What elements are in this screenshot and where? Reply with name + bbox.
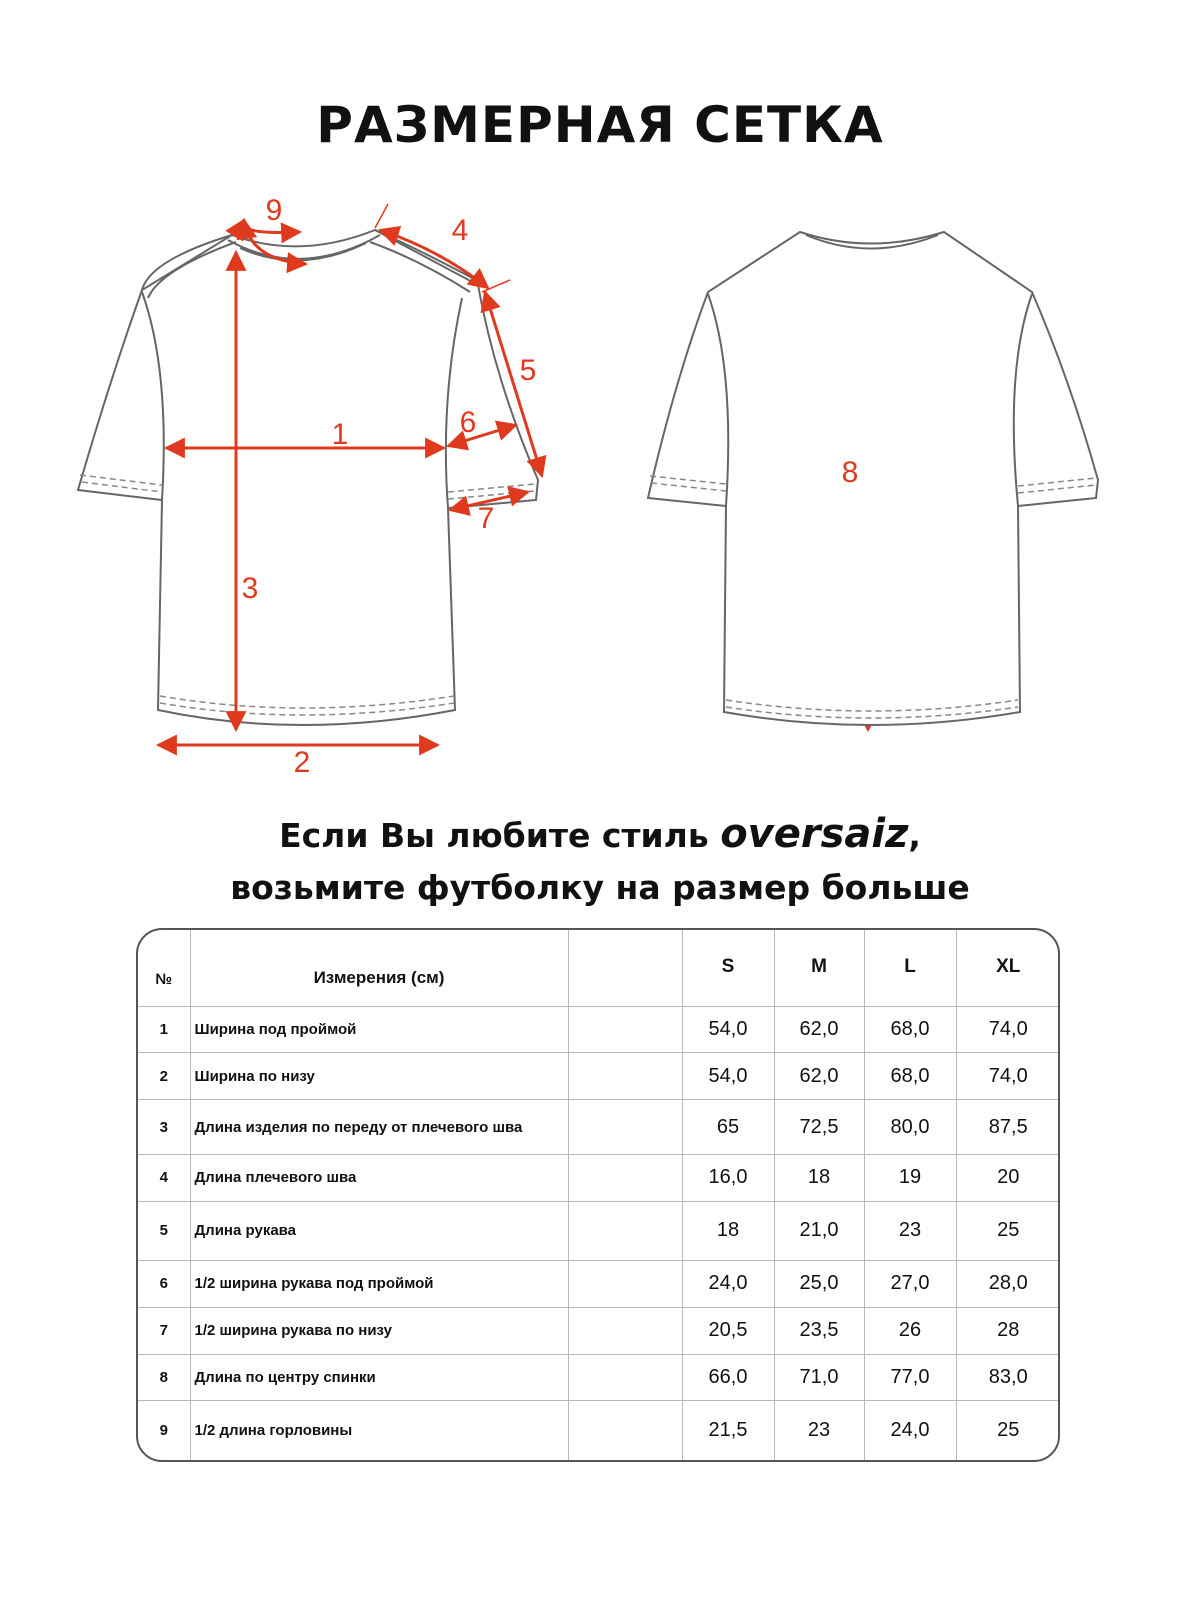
header-size-l: L [864,930,956,1006]
value-size-m: 72,5 [774,1100,864,1155]
value-size-xl: 25 [956,1201,1060,1260]
table-row [138,1201,1060,1260]
oversize-note-line2: возьмите футболку на размер больше [230,868,970,907]
row-number: 9 [138,1401,190,1460]
row-number: 4 [138,1155,190,1202]
row-measurement-name: 1/2 ширина рукава под проймой [190,1260,568,1307]
value-size-l: 19 [864,1155,956,1202]
label-8: 8 [841,456,859,489]
row-measurement-name: Ширина под проймой [190,1006,568,1053]
value-size-m: 18 [774,1155,864,1202]
row-measurement-name: Длина по центру спинки [190,1354,568,1401]
row-measurement-name: Длина изделия по переду от плечевого шва [190,1100,568,1155]
value-size-s: 65 [682,1100,774,1155]
page-title: РАЗМЕРНАЯ СЕТКА [316,96,884,154]
value-size-l: 77,0 [864,1354,956,1401]
table-row [138,1155,1060,1202]
table-row [138,1053,1060,1100]
value-size-s: 54,0 [682,1006,774,1053]
value-size-xl: 74,0 [956,1053,1060,1100]
table-row [138,1307,1060,1354]
value-size-xl: 28,0 [956,1260,1060,1307]
oversize-note-line1 [0,808,1200,862]
tshirt-diagram [0,180,1200,800]
value-size-l: 26 [864,1307,956,1354]
value-size-l: 27,0 [864,1260,956,1307]
table-row [138,1354,1060,1401]
value-size-m: 62,0 [774,1053,864,1100]
table-header-row [138,930,1060,1006]
row-gap [568,1354,682,1401]
value-size-m: 71,0 [774,1354,864,1401]
value-size-m: 25,0 [774,1260,864,1307]
label-3: 3 [241,572,259,605]
value-size-s: 16,0 [682,1155,774,1202]
header-gap [568,930,682,1006]
row-gap [568,1260,682,1307]
row-measurement-name: 1/2 длина горловины [190,1401,568,1460]
value-size-xl: 28 [956,1307,1060,1354]
value-size-m: 21,0 [774,1201,864,1260]
value-size-s: 66,0 [682,1354,774,1401]
table-row [138,1100,1060,1155]
row-gap [568,1201,682,1260]
label-6: 6 [459,406,477,439]
label-9: 9 [265,194,283,227]
label-2: 2 [293,746,311,779]
label-1: 1 [331,418,349,451]
table-row [138,1260,1060,1307]
value-size-s: 54,0 [682,1053,774,1100]
value-size-xl: 20 [956,1155,1060,1202]
row-number: 5 [138,1201,190,1260]
value-size-s: 24,0 [682,1260,774,1307]
value-size-m: 23,5 [774,1307,864,1354]
value-size-l: 24,0 [864,1401,956,1460]
value-size-xl: 83,0 [956,1354,1060,1401]
header-size-s: S [682,930,774,1006]
label-4: 4 [451,214,469,247]
row-gap [568,1401,682,1460]
header-size-xl: XL [956,930,1060,1006]
value-size-l: 68,0 [864,1006,956,1053]
row-number: 8 [138,1354,190,1401]
value-size-xl: 25 [956,1401,1060,1460]
value-size-xl: 74,0 [956,1006,1060,1053]
front-tshirt-outline [78,230,538,725]
header-size-m: M [774,930,864,1006]
row-number: 2 [138,1053,190,1100]
back-tshirt-outline [648,232,1098,725]
value-size-s: 21,5 [682,1401,774,1460]
table-row [138,1401,1060,1460]
label-5: 5 [519,354,537,387]
row-number: 1 [138,1006,190,1053]
table-row [138,1006,1060,1053]
row-measurement-name: Длина плечевого шва [190,1155,568,1202]
oversize-note [0,808,1200,914]
label-7: 7 [477,502,495,535]
size-table [136,928,1060,1462]
value-size-m: 62,0 [774,1006,864,1053]
row-measurement-name: Длина рукава [190,1201,568,1260]
note-accent: oversaiz [720,811,909,857]
value-size-l: 68,0 [864,1053,956,1100]
row-gap [568,1100,682,1155]
row-gap [568,1307,682,1354]
row-measurement-name: 1/2 ширина рукава по низу [190,1307,568,1354]
value-size-xl: 87,5 [956,1100,1060,1155]
note-suffix: , [908,816,921,855]
row-gap [568,1053,682,1100]
value-size-l: 80,0 [864,1100,956,1155]
row-gap [568,1006,682,1053]
value-size-m: 23 [774,1401,864,1460]
header-num: № [138,930,190,1006]
row-number: 7 [138,1307,190,1354]
row-measurement-name: Ширина по низу [190,1053,568,1100]
value-size-s: 20,5 [682,1307,774,1354]
row-number: 6 [138,1260,190,1307]
note-prefix: Если Вы любите стиль [279,816,721,855]
value-size-s: 18 [682,1201,774,1260]
row-number: 3 [138,1100,190,1155]
header-measurement: Измерения (см) [190,930,568,1006]
value-size-l: 23 [864,1201,956,1260]
row-gap [568,1155,682,1202]
